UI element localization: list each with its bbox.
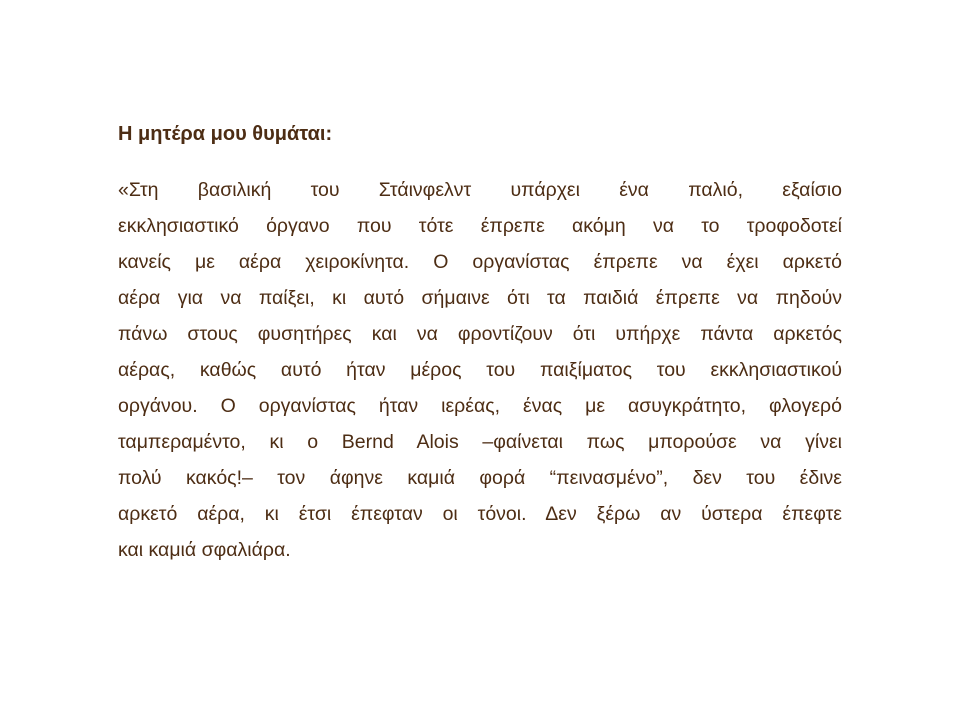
quote-line: εκκλησιαστικό όργανο που τότε έπρεπε ακόμη να το τροφοδοτεί [118, 215, 842, 237]
quote-paragraph [118, 172, 842, 568]
quote-line: πολύ κακός!– τον άφηνε καμιά φορά “πεινασμένο”, δεν του έδινε [118, 467, 842, 489]
quote-line: πάνω στους φυσητήρες και να φροντίζουν ότι υπήρχε πάντα αρκετός [118, 323, 842, 345]
slide-content [118, 118, 842, 568]
quote-line: αρκετό αέρα, κι έτσι έπεφταν οι τόνοι. Δεν ξέρω αν ύστερα έπεφτε [118, 503, 842, 525]
slide-heading: Η μητέρα μου θυμάται: [118, 123, 333, 145]
quote-line: και καμιά σφαλιάρα. [118, 539, 291, 561]
quote-line: αέρας, καθώς αυτό ήταν μέρος του παιξίματος του εκκλησιαστικού [118, 359, 842, 381]
quote-line: αέρα για να παίξει, κι αυτό σήμαινε ότι τα παιδιά έπρεπε να πηδούν [118, 287, 842, 309]
quote-line: κανείς με αέρα χειροκίνητα. Ο οργανίστας έπρεπε να έχει αρκετό [118, 251, 842, 273]
quote-line: ταμπεραμέντο, κι ο Bernd Alois –φαίνεται πως μπορούσε να γίνει [118, 431, 842, 453]
quote-line: «Στη βασιλική του Στάινφελντ υπάρχει ένα παλιό, εξαίσιο [118, 179, 842, 201]
quote-line: οργάνου. Ο οργανίστας ήταν ιερέας, ένας με ασυγκράτητο, φλογερό [118, 395, 842, 417]
